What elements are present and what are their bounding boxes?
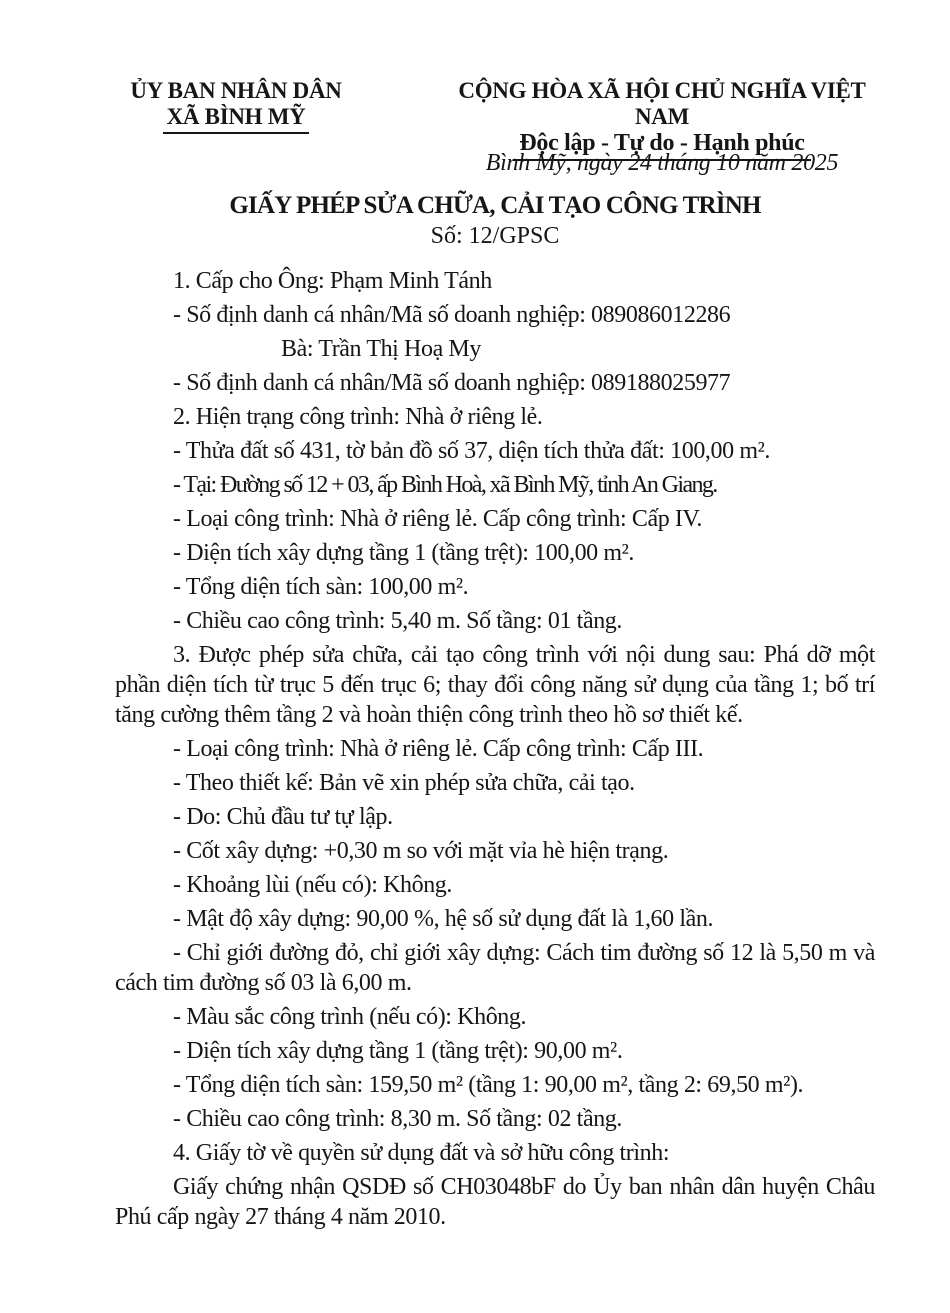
body-paragraph: - Mật độ xây dựng: 90,00 %, hệ số sử dụng đất là 1,60 lần.	[173, 906, 714, 932]
issuing-authority-block	[126, 78, 346, 134]
body-paragraph: - Tại: Đường số 12 + 03, ấp Bình Hoà, xã Bình Mỹ, tỉnh An Giang.	[173, 472, 717, 498]
national-header: CỘNG HÒA XÃ HỘI CHỦ NGHĨA VIỆT NAM	[458, 78, 866, 129]
body-paragraph: - Tổng diện tích sàn: 159,50 m² (tầng 1: 90,00 m², tầng 2: 69,50 m²).	[173, 1072, 804, 1098]
body-paragraph: 1. Cấp cho Ông: Phạm Minh Tánh	[173, 268, 492, 294]
body-paragraph: - Diện tích xây dựng tầng 1 (tầng trệt): 90,00 m².	[173, 1038, 623, 1064]
national-motto: Độc lập - Tự do - Hạnh phúc	[438, 130, 886, 161]
body-paragraph: 3. Được phép sửa chữa, cải tạo công trình với nội dung sau: Phá dỡ một phần diện tích từ trục 5 đến trục 6; thay đổi công năng sử dụng của tầng 1; bố trí tăng cường thêm tầng 2 và hoàn thiện công trình theo hồ sơ thiết kế.	[115, 642, 875, 728]
body-paragraph: - Chỉ giới đường đỏ, chỉ giới xây dựng: Cách tim đường số 12 là 5,50 m và cách tim đường số 03 là 6,00 m.	[115, 940, 875, 996]
issuing-authority-parent: ỦY BAN NHÂN DÂN	[130, 78, 342, 103]
body-paragraph: - Chiều cao công trình: 8,30 m. Số tầng: 02 tầng.	[173, 1106, 622, 1132]
body-paragraph: Giấy chứng nhận QSDĐ số CH03048bF do Ủy ban nhân dân huyện Châu Phú cấp ngày 27 tháng 4 năm 2010.	[115, 1174, 875, 1230]
body-paragraph: Bà: Trần Thị Hoạ My	[281, 336, 481, 362]
document-title: GIẤY PHÉP SỬA CHỮA, CẢI TẠO CÔNG TRÌNH	[229, 192, 761, 219]
body-paragraph: - Màu sắc công trình (nếu có): Không.	[173, 1004, 527, 1030]
date-line: Bình Mỹ, ngày 24 tháng 10 năm 2025	[485, 150, 839, 176]
issuing-authority-name: XÃ BÌNH MỸ	[126, 104, 346, 134]
body-paragraph: - Diện tích xây dựng tầng 1 (tầng trệt): 100,00 m².	[173, 540, 635, 566]
body-paragraph: 2. Hiện trạng công trình: Nhà ở riêng lẻ.	[173, 404, 543, 430]
body-paragraph: - Theo thiết kế: Bản vẽ xin phép sửa chữa, cải tạo.	[173, 770, 635, 796]
body-paragraph: - Tổng diện tích sàn: 100,00 m².	[173, 574, 469, 600]
body-paragraph: - Chiều cao công trình: 5,40 m. Số tầng: 01 tầng.	[173, 608, 622, 634]
body-paragraph: - Số định danh cá nhân/Mã số doanh nghiệp: 089086012286	[173, 302, 731, 328]
national-header-block	[438, 78, 886, 161]
body-paragraph: - Thửa đất số 431, tờ bản đồ số 37, diện tích thửa đất: 100,00 m².	[173, 438, 770, 464]
body-paragraph: - Cốt xây dựng: +0,30 m so với mặt vỉa hè hiện trạng.	[173, 838, 669, 864]
body-paragraph: 4. Giấy tờ về quyền sử dụng đất và sở hữu công trình:	[173, 1140, 670, 1166]
body-paragraph: - Số định danh cá nhân/Mã số doanh nghiệp: 089188025977	[173, 370, 731, 396]
document-number: Số: 12/GPSC	[430, 223, 560, 249]
body-paragraph: - Khoảng lùi (nếu có): Không.	[173, 872, 453, 898]
body-paragraph: - Loại công trình: Nhà ở riêng lẻ. Cấp công trình: Cấp III.	[173, 736, 704, 762]
document-body	[115, 262, 875, 1232]
body-paragraph: - Loại công trình: Nhà ở riêng lẻ. Cấp công trình: Cấp IV.	[173, 506, 702, 532]
body-paragraph: - Do: Chủ đầu tư tự lập.	[173, 804, 393, 830]
